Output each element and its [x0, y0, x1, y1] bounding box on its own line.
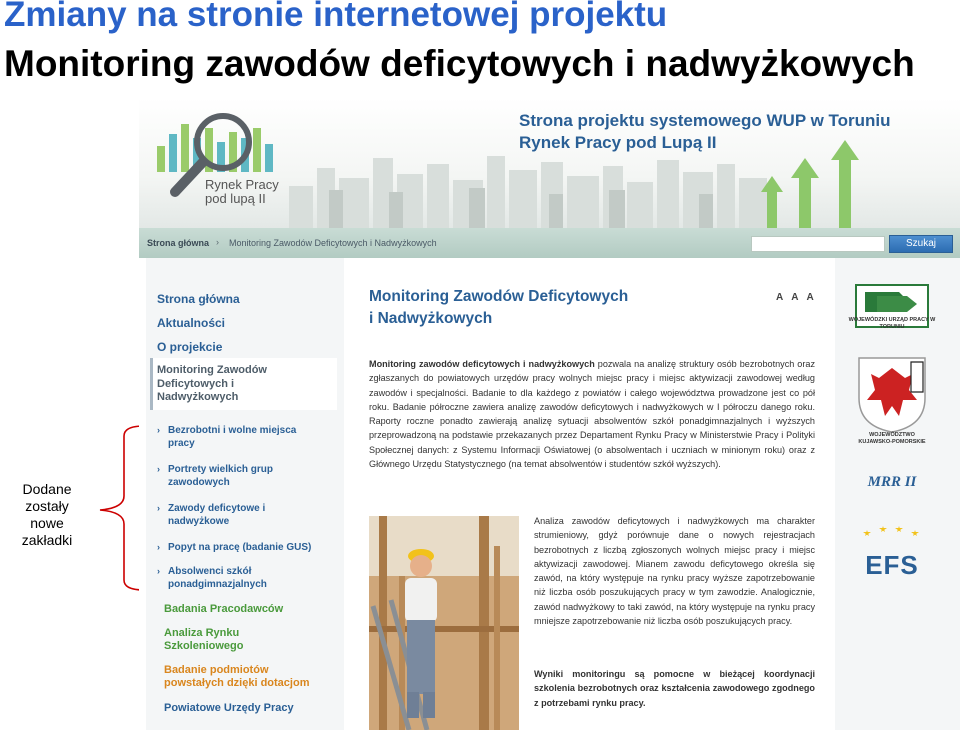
intro-bold: Monitoring zawodów deficytowych i nadwyżkowych	[369, 359, 595, 369]
breadcrumb-separator: ›	[216, 237, 219, 247]
active-line3: Nadwyżkowych	[157, 391, 239, 403]
badanie-line2: powstałych dzięki dotacjom	[164, 677, 310, 689]
slide-subtitle: Monitoring zawodów deficytowych i nadwyżkowych	[4, 43, 915, 84]
sidebar-item-analiza[interactable]	[164, 627, 243, 653]
paragraph2-text: zawodowego zgodnego z potrzebami rynku pracy.	[534, 683, 815, 708]
sidebar-subitem-portrety[interactable]	[157, 463, 273, 489]
analiza-line2: Szkoleniowego	[164, 640, 244, 652]
sidebar-item-news[interactable]: Aktualności	[157, 316, 226, 330]
site-header	[139, 98, 960, 228]
chevron-right-icon: ›	[157, 566, 160, 576]
partner-logos	[835, 258, 960, 730]
article-title-line2: i Nadwyżkowych	[369, 310, 493, 327]
site-logo[interactable]	[205, 178, 279, 206]
active-line1: Monitoring Zawodów	[157, 364, 267, 376]
subitem-label-2: nadwyżkowe	[168, 516, 230, 527]
search-button[interactable]: Szukaj	[889, 235, 953, 253]
logo-line1: Rynek Pracy	[205, 177, 279, 192]
sidebar-item-badania[interactable]: Badania Pracodawców	[164, 603, 284, 615]
font-size-controls[interactable]: A A A	[776, 292, 817, 303]
breadcrumb-home[interactable]: Strona główna	[147, 238, 210, 248]
sidebar-item-home[interactable]: Strona główna	[157, 292, 240, 306]
search-input[interactable]	[751, 236, 885, 252]
sidebar-item-about[interactable]: O projekcie	[157, 340, 223, 354]
sidebar-item-powiatowe[interactable]: Powiatowe Urzędy Pracy	[164, 702, 294, 714]
subitem-label: Zawody deficytowe i	[168, 503, 266, 514]
coat-caption	[847, 432, 937, 445]
chevron-right-icon: ›	[157, 503, 160, 513]
analiza-line1: Analiza Rynku	[164, 627, 240, 639]
badanie-line1: Badanie podmiotów	[164, 664, 269, 676]
article-intro	[369, 357, 815, 471]
paragraph2-bold: Wyniki monitoringu są pomocne w bieżącej koordynacji szkolenia bezrobotnych oraz kształcenia	[534, 669, 815, 694]
subitem-label: Absolwenci szkół	[168, 566, 252, 577]
subitem-label-2: zawodowych	[168, 477, 230, 488]
subitem-label: Bezrobotni i wolne miejsca	[168, 425, 297, 436]
subitem-label: Portrety wielkich grup	[168, 464, 274, 475]
chevron-right-icon: ›	[157, 425, 160, 435]
efs-logo[interactable]	[855, 526, 929, 579]
sidebar-item-badanie-podmiotow[interactable]	[164, 664, 309, 690]
breadcrumb	[139, 228, 960, 258]
mrr-label: MRR II	[867, 474, 917, 490]
slide-title: Zmiany na stronie internetowej projektu	[4, 0, 668, 34]
site-title-line1: Strona projektu systemowego WUP w Toruniu	[519, 111, 891, 130]
wup-caption: WOJEWÓDZKI URZĄD PRACY W TORUNIU	[848, 317, 936, 330]
active-line2: Deficytowych i	[157, 377, 235, 390]
sidebar-subitem-zawody[interactable]	[157, 502, 265, 528]
intro-text: pozwala na analizę struktury osób bezrobotnych oraz zgłaszanych do powiatowych urzędów pracy wolnych miejsc pracy i miejsc aktywizacji zawodowej według zawodów i specjalności. Badanie to dla każdego z powiatów i całego województwa prowadzone jest co pół roku. Badanie półroczne zawiera analizę zawodów deficytowych i nadwyżkowych w I półroczu danego roku. Raporty roczne ponadto zawierają analizę sytuacji absolwentów szkół ponadgimnazjalnych i wyższych przeprowadzoną na podstawie przekazanych przez Departament Rynku Pracy w Ministerstwie Pracy i Polityki Społecznej danych: z Systemu Informacji Oświatowej (o absolwentach i uczniach w minionym roku) oraz z Głównego Urzędu Statystycznego (na temat absolwentów i studentów szkół wyższych).	[369, 359, 816, 470]
sidebar-subitem-absolwenci[interactable]	[157, 565, 267, 591]
article-paragraph-2	[534, 667, 815, 710]
article-title-line1: Monitoring Zawodów Deficytowych	[369, 288, 629, 305]
site-title	[519, 110, 891, 154]
subitem-label-2: pracy	[168, 438, 195, 449]
annotation-text: Dodane zostały nowe zakładki	[21, 481, 73, 548]
coat-of-arms-logo[interactable]	[855, 354, 929, 445]
breadcrumb-current: Monitoring Zawodów Deficytowych i Nadwyżkowych	[229, 238, 437, 248]
worker-photo	[369, 516, 519, 730]
coat-caption-line2: KUJAWSKO-POMORSKIE	[858, 438, 926, 445]
chevron-right-icon: ›	[157, 464, 160, 474]
mrr-logo[interactable]	[855, 474, 929, 491]
subitem-label-2: ponadgimnazjalnych	[168, 579, 267, 590]
sidebar-item-monitoring[interactable]	[157, 364, 267, 405]
wup-logo[interactable]	[848, 284, 936, 333]
logo-line2: pod lupą II	[205, 191, 266, 206]
article-paragraph-1: Analiza zawodów deficytowych i nadwyżkowych ma charakter strumieniowy, gdyż porównuje dane o nowych rejestracjach bezrobotnych z liczbą zgłoszonych wolnych miejsc pracy i miejsc aktywizacji zawodowej. Mianem zawodu deficytowego określa się zawód, na który występuje na rynku pracy wyższe zapotrzebowanie niż liczba osób poszukujących pracy w tym zawodzie. Analogicznie, zawód nadwyżkowy to taki zawód, na który występuje na rynku pracy mniejsze zapotrzebowanie niż liczba osób poszukujących pracy.	[534, 516, 815, 627]
website-screenshot	[139, 98, 960, 730]
sidebar-subitem-popyt[interactable]	[157, 541, 311, 554]
coat-caption-line1: WOJEWÓDZTWO	[869, 432, 915, 438]
article-title	[369, 286, 628, 330]
site-title-line2: Rynek Pracy pod Lupą II	[519, 133, 717, 152]
chevron-right-icon: ›	[157, 542, 160, 552]
efs-label: EFS	[865, 550, 919, 580]
sidebar-subitem-bezrobotni[interactable]	[157, 424, 296, 450]
subitem-label: Popyt na pracę (badanie GUS)	[168, 542, 312, 553]
